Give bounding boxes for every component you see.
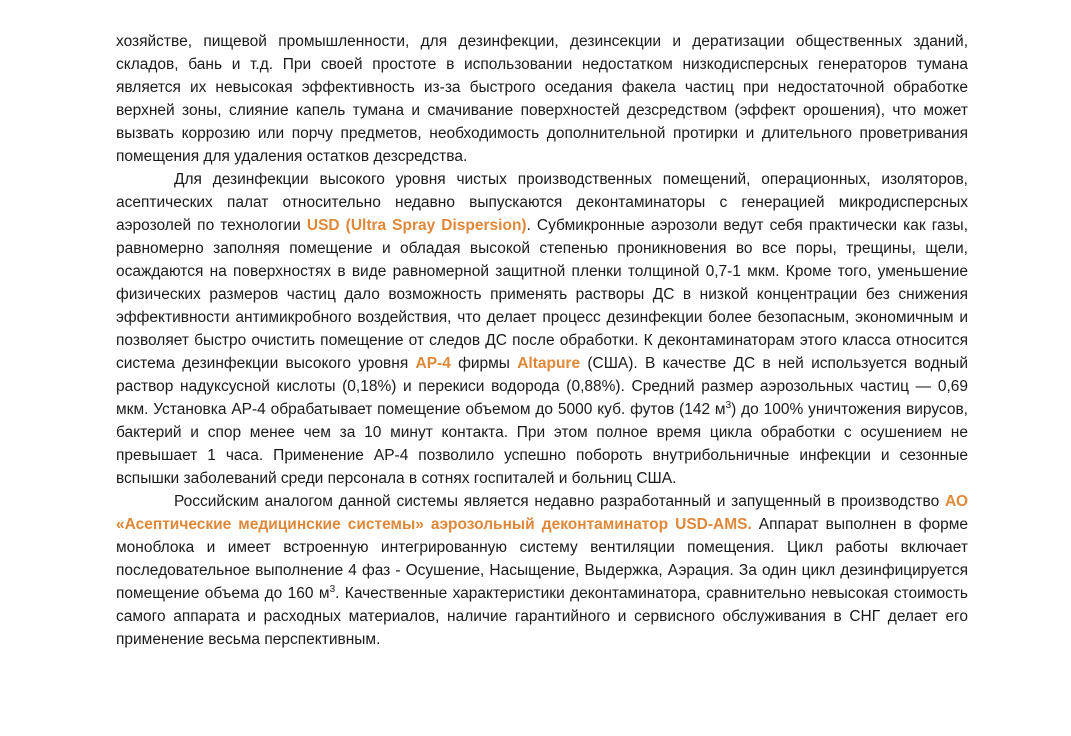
text-run: Для дезинфекции высокого уровня чистых производственных помещений, операционных, изоляторов, асептических палат относительно недавно выпускаются деконтаминаторы с генерацией микродисперсных аэрозолей по технологии	[116, 171, 968, 234]
paragraph-2	[116, 168, 968, 490]
highlight-usd-ams: АО «Асептические медицинские системы» аэрозольный деконтаминатор USD-AMS.	[116, 493, 968, 533]
superscript: 3	[725, 399, 732, 411]
highlight-usd-technology: USD (Ultra Spray Dispersion)	[306, 217, 527, 234]
text-run: Российским аналогом данной системы является недавно разработанный и запущенный в производство	[174, 493, 945, 510]
paragraph-3	[116, 490, 968, 651]
text-run: . Качественные характеристики деконтаминатора, сравнительно невысокая стоимость самого аппарата и расходных материалов, наличие гарантийного и сервисного обслуживания в СНГ делает его применение весьма перспективным.	[116, 585, 968, 648]
document-page	[116, 30, 968, 651]
text-run: Аппарат выполнен в форме моноблока и имеет встроенную интегрированную систему вентиляции помещения. Цикл работы включает последовательное выполнение 4 фаз - Осушение, Насыщение, Выдержка, Аэрация. За один цикл дезинфицируется помещение объема до 160 м	[116, 516, 968, 602]
highlight-altapure: Altapure	[517, 355, 581, 372]
superscript: 3	[329, 583, 336, 595]
text-run: фирмы	[450, 355, 518, 372]
highlight-ap4: AP-4	[415, 355, 451, 372]
paragraph-1	[116, 30, 968, 168]
text-run: хозяйстве, пищевой промышленности, для дезинфекции, дезинсекции и дератизации общественных зданий, складов, бань и т.д. При своей простоте в использовании недостатком низкодисперсных генераторов тумана является их невысокая эффективность из-за быстрого оседания факела частиц при недостаточной обработке верхней зоны, слияние капель тумана и смачивание поверхностей дезсредством (эффект орошения), что может вызвать коррозию или порчу предметов, необходимость дополнительной протирки и длительного проветривания помещения для удаления остатков дезсредства.	[116, 33, 968, 165]
text-run: . Субмикронные аэрозоли ведут себя практически как газы, равномерно заполняя помещение и обладая высокой степенью проникновения во все поры, трещины, щели, осаждаются на поверхностях в виде равномерной защитной пленки толщиной 0,7-1 мкм. Кроме того, уменьшение физических размеров частиц дало возможность применять растворы ДС в низкой концентрации без снижения эффективности антимикробного воздействия, что делает процесс дезинфекции более безопасным, экономичным и позволяет быстро очистить помещение от следов ДС после обработки. К деконтаминаторам этого класса относится система дезинфекции высокого уровня	[116, 217, 969, 372]
text-run: ) до 100% уничтожения вирусов, бактерий и спор менее чем за 10 минут контакта. При этом полное время цикла обработки с осушением не превышает 1 часа. Применение АР-4 позволило успешно побороть внутрибольничные инфекции и сезонные вспышки заболеваний среди персонала в сотнях госпиталей и больниц США.	[116, 401, 968, 487]
text-run: (США). В качестве ДС в ней используется водный раствор надуксусной кислоты (0,18%) и перекиси водорода (0,88%). Средний размер аэрозольных частиц — 0,69 мкм. Установка АР-4 обрабатывает помещение объемом до 5000 куб. футов (142 м	[116, 355, 968, 418]
